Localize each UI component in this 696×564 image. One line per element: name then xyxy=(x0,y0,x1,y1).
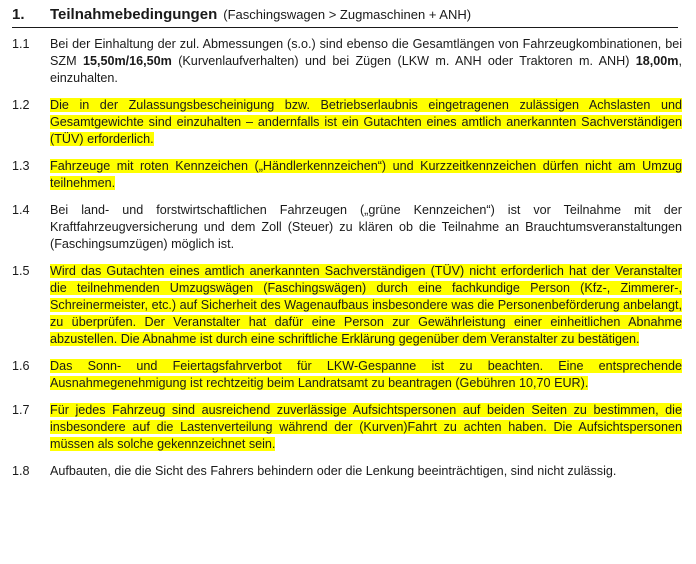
item-spacer xyxy=(10,148,682,158)
condition-item xyxy=(10,263,682,348)
condition-number: 1.3 xyxy=(12,159,30,173)
condition-text xyxy=(50,97,682,148)
highlighted-text: Für jedes Fahrzeug sind ausreichend zuverlässige Aufsichtspersonen auf beiden Seiten zu bestimmen, die insbesondere auf die Lastenverteilung während der (Kurven)Fahrt zu achten haben. Die Aufsichtspersonen müssen als solche gekennzeichnet sein. xyxy=(50,403,682,451)
highlighted-text: Das Sonn- und Feiertagsfahrverbot für LKW-Gespanne ist zu beachten. Eine entsprechende Ausnahmegenehmigung ist rechtzeitig beim Landratsamt zu beantragen (Gebühren 10,70 EUR). xyxy=(50,359,682,390)
condition-list xyxy=(10,36,682,480)
condition-text xyxy=(50,463,682,480)
section-heading xyxy=(12,0,678,28)
highlighted-text: Wird das Gutachten eines amtlich anerkannten Sachverständigen (TÜV) nicht erforderlich hat der Veranstalter die teilnehmenden Umzugswägen (Faschingswägen) durch eine fachkundige Person (Kfz-, Zimmerer-, Schreinermeister, etc.) auf Sicherheit des Wagenaufbaus insbesondere was die Personenbeförderung anbelangt, zu überprüfen. Der Veranstalter hat dafür eine Person zur Gewährleistung einer einheitlichen Abnahme abzustellen. Die Abnahme ist durch eine schriftliche Erklärung gegenüber dem Veranstalter zu bestätigen. xyxy=(50,264,682,346)
condition-item xyxy=(10,463,682,480)
condition-item xyxy=(10,402,682,453)
section-number: 1. xyxy=(12,6,25,23)
plain-text: Aufbauten, die die Sicht des Fahrers behindern oder die Lenkung beeinträchtigen, sind nicht zulässig. xyxy=(50,464,617,478)
condition-text xyxy=(50,36,682,87)
condition-text xyxy=(50,263,682,348)
item-spacer xyxy=(10,192,682,202)
condition-text xyxy=(50,202,682,253)
highlighted-text: Fahrzeuge mit roten Kennzeichen („Händlerkennzeichen“) und Kurzzeitkennzeichen dürfen nicht am Umzug teilnehmen. xyxy=(50,159,682,190)
condition-number: 1.6 xyxy=(12,359,30,373)
bold-value: 15,50m/16,50m xyxy=(82,54,172,68)
condition-number: 1.4 xyxy=(12,203,30,217)
section-title: Teilnahmebedingungen xyxy=(50,6,218,23)
condition-number: 1.2 xyxy=(12,98,30,112)
plain-text: Bei land- und forstwirtschaftlichen Fahrzeugen („grüne Kennzeichen“) ist vor Teilnahme mit der Kraftfahrzeugversicherung und dem Zoll (Steuer) zu klären ob die Teilnahme an Brauchtumsveranstaltungen (Faschingsumzügen) möglich ist. xyxy=(50,203,682,251)
section-subtitle: (Faschingswagen > Zugmaschinen + ANH) xyxy=(223,7,472,22)
condition-text xyxy=(50,358,682,392)
condition-item xyxy=(10,36,682,87)
bold-value: 18,00m xyxy=(635,54,679,68)
highlighted-text: Die in der Zulassungsbescheinigung bzw. Betriebserlaubnis eingetragenen zulässigen Achslasten und Gesamtgewichte sind einzuhalten – andernfalls ist ein Gutachten eines amtlich anerkannten Sachverständigen (TÜV) erforderlich. xyxy=(50,98,682,146)
condition-number: 1.5 xyxy=(12,264,30,278)
plain-text: Bei der Einhaltung der zul. Abmessungen (s.o.) sind ebenso die Gesamtlängen von Fahrzeugkombinationen, bei SZM 15,50m/16,50m (Kurvenlaufverhalten) und bei Zügen (LKW m. ANH oder Traktoren m. ANH) 18,00m, einzuhalten. xyxy=(50,37,682,85)
item-spacer xyxy=(10,392,682,402)
condition-text xyxy=(50,402,682,453)
item-spacer xyxy=(10,348,682,358)
condition-item xyxy=(10,158,682,192)
item-spacer xyxy=(10,87,682,97)
condition-number: 1.7 xyxy=(12,403,30,417)
condition-item xyxy=(10,202,682,253)
condition-item xyxy=(10,358,682,392)
item-spacer xyxy=(10,253,682,263)
condition-text xyxy=(50,158,682,192)
condition-number: 1.1 xyxy=(12,37,30,51)
condition-item xyxy=(10,97,682,148)
condition-number: 1.8 xyxy=(12,464,30,478)
item-spacer xyxy=(10,453,682,463)
